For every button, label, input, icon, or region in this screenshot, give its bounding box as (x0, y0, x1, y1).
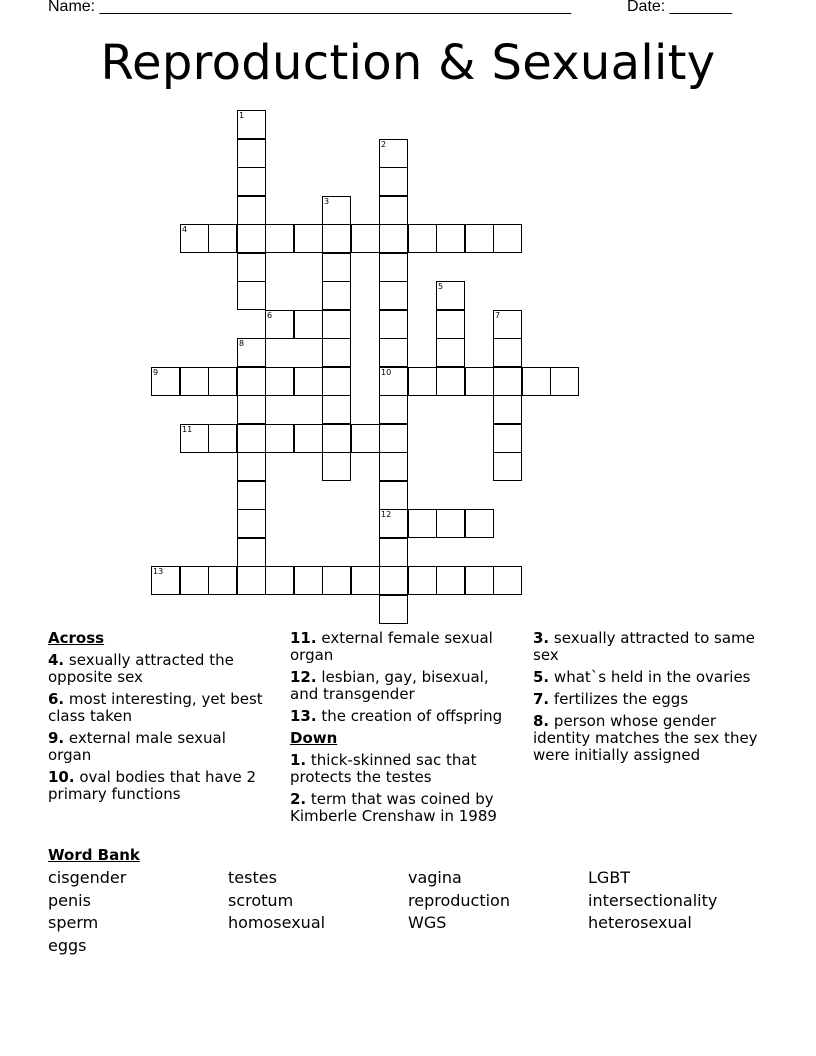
clue-number: 6. (48, 690, 65, 708)
crossword-cell[interactable] (379, 395, 408, 424)
crossword-cell[interactable] (550, 367, 579, 396)
across-clue (48, 769, 270, 803)
crossword-cell[interactable] (322, 310, 351, 339)
word-bank-word: LGBT (588, 868, 631, 887)
down-clue (533, 630, 773, 664)
across-clue (290, 708, 518, 725)
crossword-cell[interactable] (322, 452, 351, 481)
crossword-cell[interactable] (408, 224, 437, 253)
crossword-cell[interactable] (408, 566, 437, 595)
clue-number-label: 1 (239, 111, 245, 120)
clue-text: person whose gender identity matches the sex they were initially assigned (533, 712, 758, 764)
clue-text: fertilizes the eggs (553, 690, 689, 708)
crossword-cell[interactable] (322, 281, 351, 310)
crossword-cell[interactable] (208, 424, 237, 453)
crossword-cell[interactable] (493, 452, 522, 481)
crossword-cell[interactable] (408, 509, 437, 538)
across-clue (48, 691, 270, 725)
crossword-cell[interactable] (322, 338, 351, 367)
clue-number-label: 8 (239, 339, 245, 348)
crossword-cell[interactable] (465, 509, 494, 538)
crossword-cell[interactable] (379, 167, 408, 196)
clue-number-label: 10 (381, 368, 392, 377)
crossword-cell[interactable] (237, 167, 266, 196)
crossword-cell[interactable] (265, 224, 294, 253)
clue-number: 9. (48, 729, 65, 747)
clue-number-label: 13 (153, 567, 164, 576)
crossword-cell[interactable] (493, 424, 522, 453)
crossword-cell[interactable] (379, 595, 408, 624)
down-clue (290, 752, 518, 786)
word-bank-word: intersectionality (588, 891, 718, 910)
crossword-cell[interactable] (180, 566, 209, 595)
clue-text: the creation of offspring (321, 707, 503, 725)
crossword-cell[interactable] (322, 395, 351, 424)
crossword-cell[interactable] (379, 367, 408, 396)
crossword-cell[interactable] (294, 224, 323, 253)
across-clue (290, 630, 518, 664)
word-bank-word: penis (48, 891, 91, 910)
crossword-cell[interactable] (493, 395, 522, 424)
crossword-cell[interactable] (208, 367, 237, 396)
word-bank-word: vagina (408, 868, 462, 887)
crossword-cell[interactable] (294, 424, 323, 453)
crossword-cell[interactable] (322, 196, 351, 225)
crossword-cell[interactable] (180, 224, 209, 253)
clue-text: external male sexual organ (48, 729, 226, 764)
crossword-cell[interactable] (522, 367, 551, 396)
crossword-cell[interactable] (180, 424, 209, 453)
down-clue (290, 791, 518, 825)
crossword-cell[interactable] (237, 110, 266, 139)
crossword-cell[interactable] (237, 338, 266, 367)
down-clue (533, 713, 773, 764)
clue-number-label: 5 (438, 282, 444, 291)
word-bank-word: scrotum (228, 891, 294, 910)
clue-number-label: 4 (182, 225, 188, 234)
crossword-cell[interactable] (294, 367, 323, 396)
crossword-cell[interactable] (493, 224, 522, 253)
crossword-cell[interactable] (351, 424, 380, 453)
crossword-cell[interactable] (237, 253, 266, 282)
crossword-cell[interactable] (493, 338, 522, 367)
clue-number: 4. (48, 651, 65, 669)
word-bank-word: homosexual (228, 913, 326, 932)
crossword-cell[interactable] (436, 310, 465, 339)
clue-number: 5. (533, 668, 550, 686)
word-bank-word: sperm (48, 913, 99, 932)
clues-column-2 (290, 630, 518, 830)
crossword-cell[interactable] (265, 566, 294, 595)
crossword-cell[interactable] (436, 509, 465, 538)
crossword-cell[interactable] (294, 310, 323, 339)
word-bank-word: WGS (408, 913, 447, 932)
crossword-cell[interactable] (436, 367, 465, 396)
clue-text: what`s held in the ovaries (553, 668, 751, 686)
clue-number-label: 3 (324, 197, 330, 206)
crossword-cell[interactable] (322, 253, 351, 282)
clue-number-label: 2 (381, 140, 387, 149)
crossword-cell[interactable] (237, 566, 266, 595)
crossword-cell[interactable] (322, 424, 351, 453)
crossword-cell[interactable] (379, 424, 408, 453)
crossword-cell[interactable] (237, 538, 266, 567)
clues-column-1 (48, 630, 270, 808)
clue-number: 10. (48, 768, 75, 786)
crossword-cell[interactable] (379, 139, 408, 168)
down-clue (533, 691, 773, 708)
clue-number-label: 6 (267, 311, 273, 320)
word-bank-word: eggs (48, 936, 87, 955)
word-bank-word: testes (228, 868, 277, 887)
crossword-cell[interactable] (151, 367, 180, 396)
clue-text: oval bodies that have 2 primary functions (48, 768, 257, 803)
clue-number: 13. (290, 707, 317, 725)
crossword-cell[interactable] (379, 224, 408, 253)
crossword-cell[interactable] (379, 566, 408, 595)
crossword-cell[interactable] (408, 367, 437, 396)
crossword-cell[interactable] (237, 509, 266, 538)
crossword-cell[interactable] (322, 367, 351, 396)
clue-text: thick-skinned sac that protects the testes (290, 751, 477, 786)
crossword-cell[interactable] (465, 367, 494, 396)
clue-number: 7. (533, 690, 550, 708)
down-clue (533, 669, 773, 686)
word-bank-word: reproduction (408, 891, 510, 910)
across-clue (48, 730, 270, 764)
crossword-cell[interactable] (379, 452, 408, 481)
clue-number-label: 9 (153, 368, 159, 377)
crossword-cell[interactable] (265, 310, 294, 339)
crossword-cell[interactable] (237, 367, 266, 396)
crossword-cell[interactable] (151, 566, 180, 595)
clue-text: term that was coined by Kimberle Crenshaw in 1989 (290, 790, 497, 825)
crossword-cell[interactable] (493, 310, 522, 339)
crossword-cell[interactable] (180, 367, 209, 396)
crossword-cell[interactable] (322, 566, 351, 595)
clue-text: sexually attracted the opposite sex (48, 651, 234, 686)
crossword-cell[interactable] (237, 395, 266, 424)
crossword-cell[interactable] (465, 566, 494, 595)
crossword-cell[interactable] (379, 310, 408, 339)
word-bank-word: heterosexual (588, 913, 692, 932)
clue-number: 11. (290, 629, 317, 647)
clue-text: lesbian, gay, bisexual, and transgender (290, 668, 489, 703)
across-clue (290, 669, 518, 703)
clue-text: most interesting, yet best class taken (48, 690, 263, 725)
clues-column-3 (533, 630, 773, 769)
crossword-cell[interactable] (237, 196, 266, 225)
crossword-cell[interactable] (379, 338, 408, 367)
crossword-cell[interactable] (237, 139, 266, 168)
crossword-cell[interactable] (208, 224, 237, 253)
crossword-cell[interactable] (379, 509, 408, 538)
crossword-cell[interactable] (379, 538, 408, 567)
clue-number: 8. (533, 712, 550, 730)
crossword-cell[interactable] (436, 338, 465, 367)
clue-number-label: 12 (381, 510, 392, 519)
crossword-cell[interactable] (379, 253, 408, 282)
crossword-cell[interactable] (493, 367, 522, 396)
clue-text: external female sexual organ (290, 629, 493, 664)
word-bank-word: cisgender (48, 868, 127, 887)
across-clue (48, 652, 270, 686)
clue-number: 2. (290, 790, 307, 808)
crossword-cell[interactable] (265, 424, 294, 453)
crossword-cell[interactable] (351, 566, 380, 595)
crossword-cell[interactable] (379, 196, 408, 225)
name-field-label: Name: _____________________________________________________ (48, 0, 572, 15)
clue-number-label: 7 (495, 311, 501, 320)
clue-number: 12. (290, 668, 317, 686)
crossword-cell[interactable] (436, 566, 465, 595)
word-bank-heading: Word Bank (48, 846, 140, 864)
crossword-cell[interactable] (265, 367, 294, 396)
crossword-cell[interactable] (351, 224, 380, 253)
crossword-cell[interactable] (436, 281, 465, 310)
crossword-cell[interactable] (294, 566, 323, 595)
crossword-cell[interactable] (493, 566, 522, 595)
crossword-cell[interactable] (237, 452, 266, 481)
crossword-cell[interactable] (237, 281, 266, 310)
clue-number: 3. (533, 629, 550, 647)
crossword-cell[interactable] (379, 481, 408, 510)
crossword-cell[interactable] (465, 224, 494, 253)
crossword-cell[interactable] (237, 424, 266, 453)
clue-number: 1. (290, 751, 307, 769)
crossword-cell[interactable] (322, 224, 351, 253)
crossword-cell[interactable] (208, 566, 237, 595)
across-heading: Across (48, 629, 105, 647)
crossword-cell[interactable] (436, 224, 465, 253)
crossword-cell[interactable] (237, 224, 266, 253)
page-title: Reproduction & Sexuality (100, 35, 716, 91)
clue-number-label: 11 (182, 425, 193, 434)
crossword-cell[interactable] (379, 281, 408, 310)
down-heading: Down (290, 729, 338, 747)
crossword-cell[interactable] (237, 481, 266, 510)
clue-text: sexually attracted to same sex (533, 629, 755, 664)
date-field-label: Date: _______ (627, 0, 732, 15)
